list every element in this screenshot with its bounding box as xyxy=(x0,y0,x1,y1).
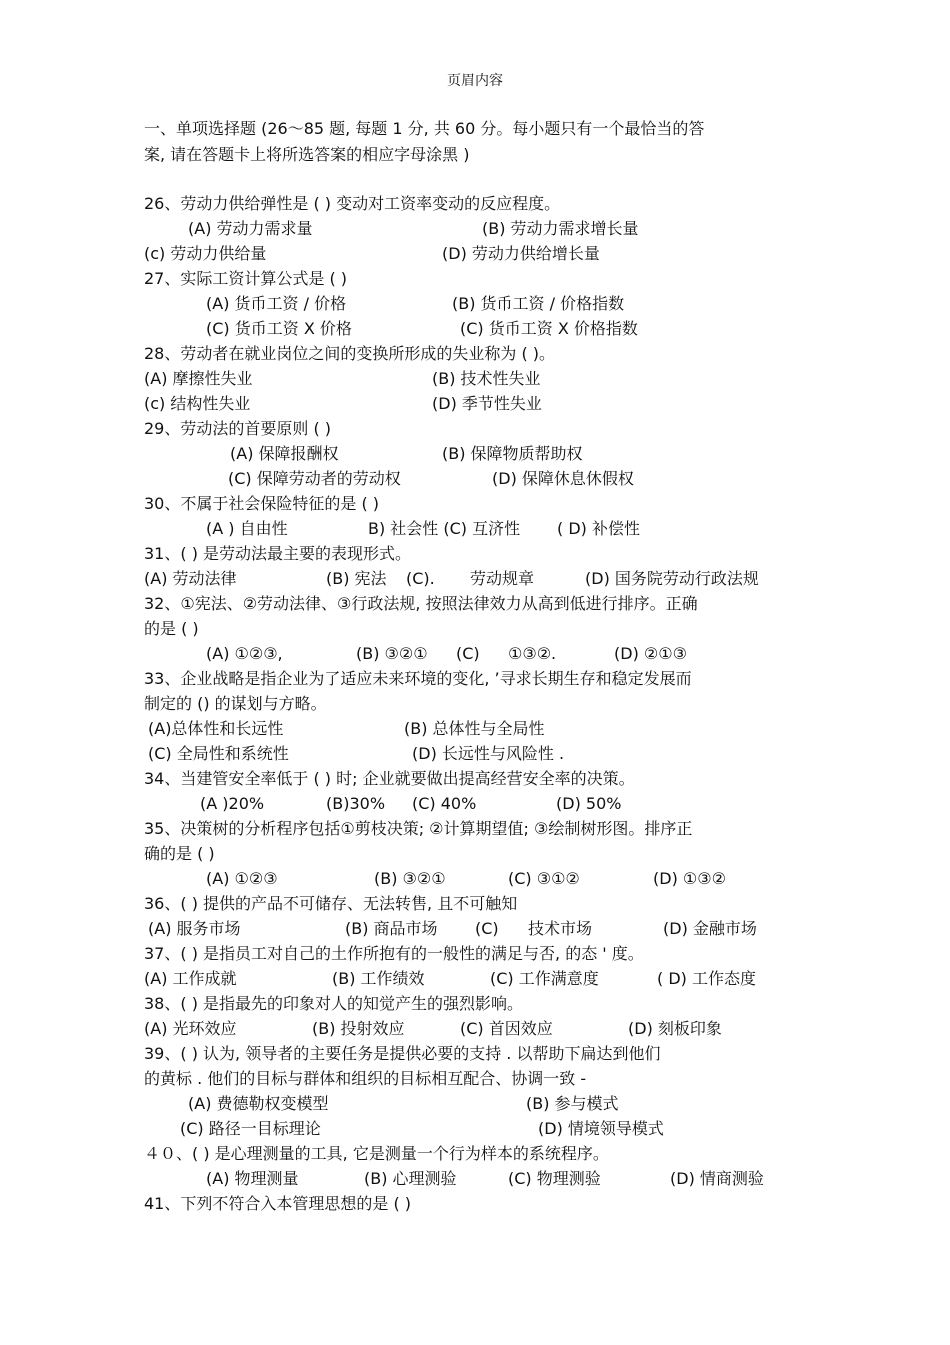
option: (B) ③②① xyxy=(374,869,446,888)
question-stem: 29、劳动法的首要原则 ( ) xyxy=(144,419,332,438)
option: (c) 结构性失业 xyxy=(144,394,251,413)
question-stem: 27、实际工资计算公式是 ( ) xyxy=(144,269,348,288)
question-stem: 36、( ) 提供的产品不可储存、无法转售, 且不可触知 xyxy=(144,894,518,913)
option: (A) 保障报酬权 xyxy=(230,444,339,463)
option: (B) ③②① xyxy=(356,644,428,663)
question-stem: 34、当建管安全率低于 ( ) 时; 企业就要做出提高经营安全率的决策。 xyxy=(144,769,635,788)
option: (A) ①②③, xyxy=(206,644,283,663)
option: (A) 摩擦性失业 xyxy=(144,369,253,388)
option: (A) 劳动力需求量 xyxy=(188,219,313,238)
question-stem-cont: 的黄标 . 他们的目标与群体和组织的目标相互配合、协调一致 - xyxy=(144,1069,587,1088)
option: (B) 货币工资 / 价格指数 xyxy=(452,294,625,313)
option: (C) 40% xyxy=(412,794,477,813)
option: (C) 首因效应 xyxy=(460,1019,553,1038)
option: (B) 投射效应 xyxy=(312,1019,405,1038)
option: (D) 国务院劳动行政法规 xyxy=(585,569,759,588)
option: (C) 货币工资 X 价格指数 xyxy=(460,319,638,338)
option: B) 社会性 (C) 互济性 xyxy=(368,519,521,538)
question-stem: 31、( ) 是劳动法最主要的表现形式。 xyxy=(144,544,412,563)
option: (B) 心理测验 xyxy=(364,1169,457,1188)
question-stem: 28、劳动者在就业岗位之间的变换所形成的失业称为 ( )。 xyxy=(144,344,556,363)
option: (C) xyxy=(456,644,480,663)
option: (A ) 自由性 xyxy=(206,519,288,538)
option: (A) ①②③ xyxy=(206,869,278,888)
option: (D) 刻板印象 xyxy=(628,1019,722,1038)
option: (C). xyxy=(406,569,435,588)
option: (D) 长远性与风险性 . xyxy=(412,744,565,763)
question-stem: 26、劳动力供给弹性是 ( ) 变动对工资率变动的反应程度。 xyxy=(144,194,561,213)
option: 技术市场 xyxy=(528,919,593,938)
question-stem-cont: 确的是 ( ) xyxy=(144,844,215,863)
option: ①③②. xyxy=(508,644,557,663)
option: (A) 光环效应 xyxy=(144,1019,237,1038)
question-stem: 37、( ) 是指员工对自己的土作所抱有的一般性的满足与否, 的态 ' 度。 xyxy=(144,944,644,963)
option: (B)30% xyxy=(326,794,386,813)
option: ( D) 补偿性 xyxy=(557,519,640,538)
option: (C) 全局性和系统性 xyxy=(148,744,289,763)
option: (C) 物理测验 xyxy=(508,1169,601,1188)
section-title: 一、单项选择题 (26～85 题, 每题 1 分, 共 60 分。每小题只有一个最恰当的答 xyxy=(144,119,705,138)
option: (D) 保障休息休假权 xyxy=(492,469,634,488)
option: (A) 货币工资 / 价格 xyxy=(206,294,347,313)
option: (C) 保障劳动者的劳动权 xyxy=(228,469,401,488)
question-stem: 41、下列不符合入本管理思想的是 ( ) xyxy=(144,1194,412,1213)
option: (B) 总体性与全局性 xyxy=(404,719,545,738)
option: (C) xyxy=(475,919,499,938)
option: (B) 技术性失业 xyxy=(432,369,541,388)
question-stem-cont: 的是 ( ) xyxy=(144,619,199,638)
option: (B) 保障物质帮助权 xyxy=(442,444,583,463)
option: (D) 金融市场 xyxy=(663,919,757,938)
option: (A) 工作成就 xyxy=(144,969,237,988)
question-stem: 30、不属于社会保险特征的是 ( ) xyxy=(144,494,380,513)
question-stem: ４０、( ) 是心理测量的工具, 它是测量一个行为样本的系统程序。 xyxy=(144,1144,609,1163)
option: ( D) 工作态度 xyxy=(657,969,756,988)
question-stem: 32、①宪法、②劳动法律、③行政法规, 按照法律效力从高到低进行排序。正确 xyxy=(144,594,698,613)
option: (B) 劳动力需求增长量 xyxy=(482,219,639,238)
option: (A) 费德勒权变模型 xyxy=(188,1094,329,1113)
option: (C) 路径一目标理论 xyxy=(180,1119,321,1138)
option: (c) 劳动力供给量 xyxy=(144,244,267,263)
option: (A) 服务市场 xyxy=(148,919,241,938)
option: (B) 宪法 xyxy=(326,569,387,588)
question-stem-cont: 制定的 () 的谋划与方略。 xyxy=(144,694,327,713)
option: 劳动规章 xyxy=(470,569,535,588)
question-stem: 35、决策树的分析程序包括①剪枝决策; ②计算期望值; ③绘制树形图。排序正 xyxy=(144,819,693,838)
option: (A )20% xyxy=(200,794,265,813)
question-stem: 38、( ) 是指最先的印象对人的知觉产生的强烈影响。 xyxy=(144,994,524,1013)
option: (D) 情商测验 xyxy=(670,1169,764,1188)
option: (A) 物理测量 xyxy=(206,1169,299,1188)
option: (D) 情境领导模式 xyxy=(538,1119,664,1138)
question-stem: 39、( ) 认为, 领导者的主要任务是提供必要的支持 . 以帮助下扁达到他们 xyxy=(144,1044,661,1063)
option: (D) ①③② xyxy=(653,869,726,888)
option: (C) 工作满意度 xyxy=(490,969,599,988)
option: (A) 劳动法律 xyxy=(144,569,237,588)
section-title-cont: 案, 请在答题卡上将所选答案的相应字母涂黑 ) xyxy=(144,145,470,164)
option: (B) 参与模式 xyxy=(526,1094,619,1113)
question-stem: 33、企业战略是指企业为了适应未来环境的变化, ’寻求长期生存和稳定发展而 xyxy=(144,669,692,688)
option: (B) 工作绩效 xyxy=(332,969,425,988)
option: (D) 季节性失业 xyxy=(432,394,542,413)
option: (B) 商品市场 xyxy=(345,919,438,938)
option: (A)总体性和长远性 xyxy=(148,719,284,738)
option: (D) 劳动力供给增长量 xyxy=(442,244,600,263)
page-header: 页眉内容 xyxy=(447,73,503,89)
option: (C) 货币工资 X 价格 xyxy=(206,319,352,338)
option: (D) 50% xyxy=(556,794,622,813)
option: (D) ②①③ xyxy=(614,644,687,663)
option: (C) ③①② xyxy=(508,869,580,888)
